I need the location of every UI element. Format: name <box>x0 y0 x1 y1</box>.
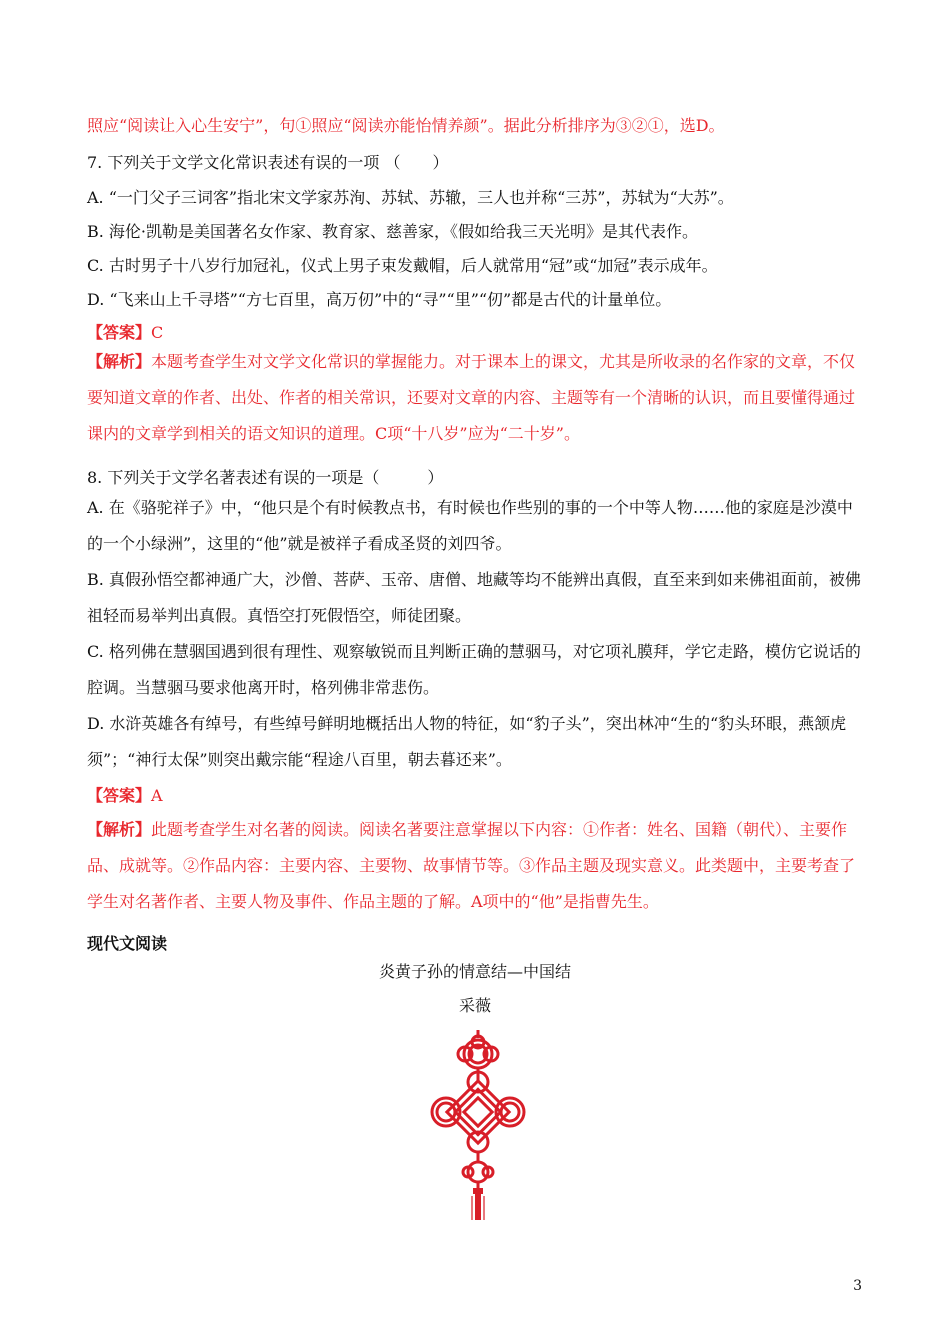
explanation-7-label: 【解析】 <box>87 352 152 371</box>
explanation-8-label: 【解析】 <box>87 820 152 839</box>
question-7-option-d: D. “飞来山上千寻塔”“方七百里，高万仞”中的“寻”“里”“仞”都是古代的计量单位。 <box>87 290 672 309</box>
answer-8-label: 【答案】 <box>87 786 152 805</box>
answer-7-value: C <box>151 323 164 342</box>
question-8-option-a: A. 在《骆驼祥子》中，“他只是个有时候教点书，有时候也作些别的事的一个中等人物……他的家庭是沙漠中的一个小绿洲”，这里的“他”就是被祥子看成圣贤的刘四爷。 <box>87 498 853 553</box>
question-8-option-c: C. 格列佛在慧骃国遇到很有理性、观察敏锐而且判断正确的慧骃马，对它项礼膜拜，学它走路，模仿它说话的腔调。当慧骃马要求他离开时，格列佛非常悲伤。 <box>87 642 861 697</box>
answer-8-value: A <box>151 786 163 805</box>
section-heading: 现代文阅读 <box>87 934 168 953</box>
explanation-8 <box>87 812 865 920</box>
answer-8 <box>87 786 163 806</box>
explanation-carryover: 照应“阅读让入心生安宁”，句①照应“阅读亦能怡情养颜”。据此分析排序为③②①，选D。 <box>87 116 725 135</box>
explanation-8-text: 此题考查学生对名著的阅读。阅读名著要注意掌握以下内容：①作者：姓名、国籍（朝代）、主要作品、成就等。②作品内容：主要内容、主要物、故事情节等。③作品主题及现实意义。此类题中，主要考查了学生对名著作者、主要人物及事件、作品主题的了解。A项中的“他”是指曹先生。 <box>87 820 856 911</box>
answer-7-label: 【答案】 <box>87 323 152 342</box>
question-7: 7. 下列关于文学文化常识表述有误的一项 （ ） <box>87 153 449 172</box>
page-number: 3 <box>853 1278 862 1294</box>
question-7-option-c: C. 古时男子十八岁行加冠礼，仪式上男子束发戴帽，后人就常用“冠”或“加冠”表示成年。 <box>87 256 718 275</box>
question-8-option-d: D. 水浒英雄各有绰号，有些绰号鲜明地概括出人物的特征，如“豹子头”，突出林冲“生的“豹头环眼，燕颔虎须”；“神行太保”则突出戴宗能“程途八百里，朝去暮还来”。 <box>87 714 847 769</box>
answer-7 <box>87 323 163 343</box>
explanation-7-text: 本题考查学生对文学文化常识的掌握能力。对于课本上的课文，尤其是所收录的名作家的文章，不仅要知道文章的作者、出处、作者的相关常识，还要对文章的内容、主题等有一个清晰的认识，而且要懂得通过课内的文章学到相关的语文知识的道理。C项“十八岁”应为“二十岁”。 <box>87 352 856 443</box>
question-8: 8. 下列关于文学名著表述有误的一项是（ ） <box>87 468 444 487</box>
article-title: 炎黄子孙的情意结—中国结 <box>378 962 571 981</box>
explanation-7 <box>87 344 865 452</box>
article-author: 采薇 <box>458 996 491 1015</box>
question-7-option-a: A. “一门父子三词客”指北宋文学家苏洵、苏轼、苏辙，三人也并称“三苏”，苏轼为“大苏”。 <box>87 188 734 207</box>
chinese-knot-icon <box>428 1030 528 1226</box>
question-8-option-b: B. 真假孙悟空都神通广大，沙僧、菩萨、玉帝、唐僧、地藏等均不能辨出真假，直至来到如来佛祖面前，被佛祖轻而易举判出真假。真悟空打死假悟空，师徒团聚。 <box>87 570 861 625</box>
question-7-option-b: B. 海伦·凯勒是美国著名女作家、教育家、慈善家，《假如给我三天光明》是其代表作。 <box>87 222 699 241</box>
